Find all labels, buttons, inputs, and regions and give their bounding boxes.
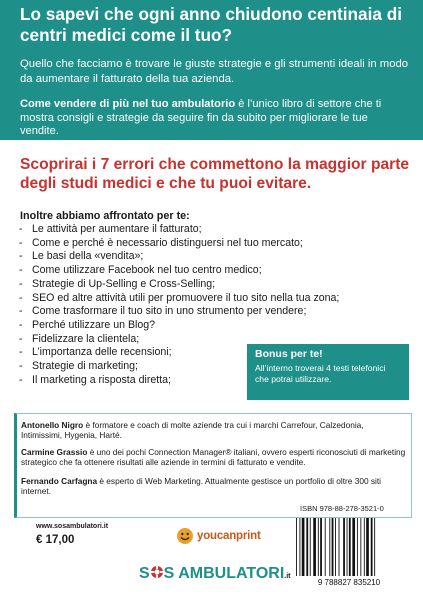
bullet-dash: -: [19, 264, 23, 277]
book-title: Come vendere di più nel tuo ambulatorio: [20, 98, 236, 110]
price: € 17,00: [36, 534, 75, 546]
list-item: - Strategie di Up-Selling e Cross-Selling;: [19, 277, 216, 290]
sos-ambulatori-logo: S S AMBULATORI.it: [139, 565, 291, 582]
headline: Lo sapevi che ogni anno chiudono centinaia di centri medici come il tuo?: [20, 4, 402, 45]
publisher-logo: [176, 527, 261, 545]
bullet-dash: -: [19, 346, 23, 359]
red-title: Scoprirai i 7 errori che commettono la maggior parte degli studi medici e che tu puoi evitare.: [20, 156, 410, 192]
bullet-dash: -: [19, 277, 23, 290]
author-name: Carmine Grassio: [21, 447, 88, 457]
bonus-text: All’interno troverai 4 testi telefonici che potrai utilizzare.: [255, 363, 386, 384]
lifebuoy-icon: [150, 565, 164, 579]
bullet-dash: -: [19, 305, 23, 318]
bullet-dash: -: [19, 223, 23, 235]
list-item: - Come trasformare il tuo sito in uno strumento per vendere;: [19, 305, 307, 318]
list-heading: Inoltre abbiamo affrontato per te:: [20, 210, 190, 222]
smiley-icon: [176, 527, 194, 545]
intro-text: Quello che facciamo è trovare le giuste strategie e gli strumenti ideali in modo da aumentare il fatturato della tua azienda.: [20, 58, 409, 85]
bonus-box: [247, 344, 409, 400]
publisher-name: youcanprint: [197, 530, 261, 542]
list-item: - Le basi della «vendita»;: [19, 250, 144, 263]
author-bio: Fernando Carfagna è esperto di Web Marketing. Attualmente gestisce un portfolio di oltre 300 siti internet.: [21, 476, 382, 497]
bullet-dash: -: [19, 332, 23, 345]
author-bio: Carmine Grassio è uno dei pochi Connection Manager® italiani, ovvero esperti riconosciuti di marketing strategico che fa ottenere risultati alle aziende in termini di fatturato e vendite.: [21, 447, 406, 468]
book-description: [20, 98, 405, 139]
list-item: - SEO ed altre attività utili per promuovere il tuo sito nella tua zona;: [19, 291, 340, 304]
list-item: - L’importanza delle recensioni;: [19, 346, 172, 359]
author-bio: Antonello Nigro è formatore e coach di molte aziende tra cui i marchi Carrefour, Calzedonia, Intimissimi, Hygenia, Harté.: [21, 420, 364, 441]
list-item: - Strategie di marketing;: [19, 360, 138, 373]
book-desc: è l’unico libro di settore che ti mostra consigli e strategie da seguire fin da subito per migliorare le tue vendite.: [20, 98, 382, 138]
list-item: - Perché utilizzare un Blog?: [19, 318, 156, 331]
list-item: - Le attività per aumentare il fatturato;: [19, 223, 202, 235]
bullet-dash: -: [19, 318, 23, 331]
barcode: [290, 516, 408, 588]
barcode-digits: 9 788827 835210: [317, 578, 381, 587]
bullet-dash: -: [19, 373, 23, 386]
isbn: ISBN 978-88-278-3521-0: [300, 504, 384, 513]
bonus-title: Bonus per te!: [255, 348, 323, 360]
bullet-dash: -: [19, 291, 23, 304]
list-item: - Come utilizzare Facebook nel tuo centro medico;: [19, 264, 262, 277]
author-name: Antonello Nigro: [21, 420, 84, 430]
list-item: - Il marketing a risposta diretta;: [19, 373, 171, 386]
list-item: - Fidelizzare la clientela;: [19, 332, 140, 345]
bullet-dash: -: [19, 360, 23, 373]
website-url: www.sosambulatori.it: [36, 523, 109, 530]
bullet-dash: -: [19, 250, 23, 263]
bullet-dash: -: [19, 236, 23, 249]
list-item: - Come e perché è necessario distinguersi nel tuo mercato;: [19, 236, 303, 249]
author-name: Fernando Carfagna: [21, 476, 98, 486]
